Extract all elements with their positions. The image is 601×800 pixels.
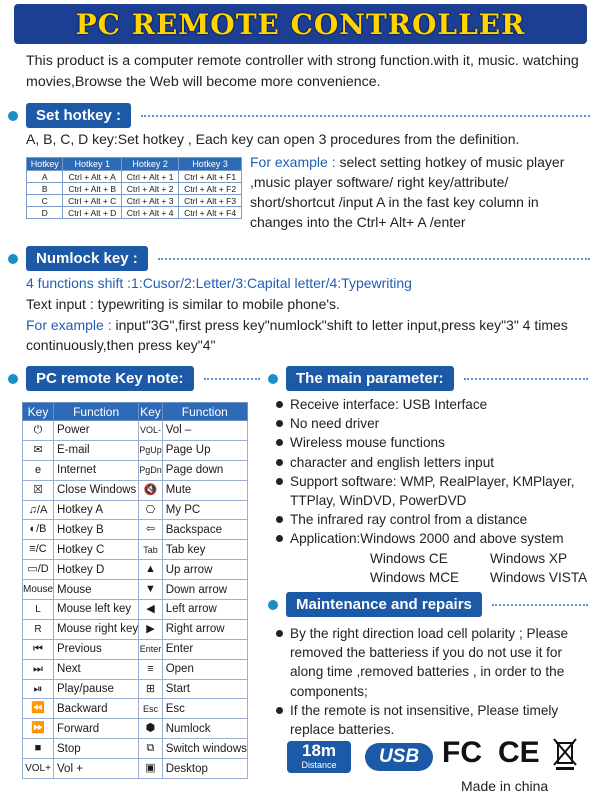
backward-icon [23,699,54,719]
function-label: Internet [54,460,139,480]
switch-windows-icon [139,739,163,759]
table-cell: Ctrl + Alt + D [63,207,122,219]
made-in-label: Made in china [461,778,549,794]
table-cell: Ctrl + Alt + 4 [122,207,179,219]
key-label: Enter [139,639,163,659]
divider [464,378,588,380]
numlock-icon [139,719,163,739]
email-icon [23,440,54,460]
numlock-header [8,246,590,271]
ce-mark: CE [498,736,540,769]
usb-text: USB [378,746,420,767]
system-item: Windows VISTA [490,569,588,585]
function-label: Down arrow [162,580,247,600]
section-bullet [8,374,18,384]
function-label: Mouse [54,580,139,600]
mute-icon [139,480,163,500]
table-row [23,440,248,460]
numlock-example [26,315,582,355]
key-label: Tab [139,540,163,560]
open-icon-glyph: ≡ [147,662,154,675]
function-label: Close Windows [54,480,139,500]
internet-icon [23,460,54,480]
function-label: Page down [162,460,247,480]
forward-icon-glyph: ⏩ [31,722,45,735]
example-text: select setting hotkey of music player ,music player software/ right key/attribute/ short/shortcut /input A in the fast key column in changes into the Ctrl+ Alt+ A /enter [250,154,565,230]
close-windows-icon-glyph: ☒ [33,483,43,496]
key-label: L [23,600,54,620]
param-list [274,395,594,549]
list-item: Receive interface: USB Interface [274,395,594,414]
list-item: Support software: WMP, RealPlayer, KMPlayer, TTPlay, WinDVD, PowerDVD [274,472,594,510]
table-row [23,560,248,580]
page-title: PC REMOTE CONTROLLER [75,7,526,41]
table-cell: A [27,171,63,183]
function-label: Backward [54,699,139,719]
function-label: Hotkey D [54,560,139,580]
left-arrow-icon [139,600,163,620]
hotkey-b-icon-glyph: ◐/B [29,523,47,536]
section-bullet [8,254,18,264]
table-row [27,195,242,207]
forward-icon [23,719,54,739]
function-label: E-mail [54,440,139,460]
table-row [23,580,248,600]
key-table-header: Function [162,403,247,421]
list-item: Application:Windows 2000 and above system [274,529,594,548]
table-cell: Ctrl + Alt + F4 [179,207,242,219]
hotkey-c-icon-glyph: ≡/C [29,543,47,556]
function-label: Hotkey A [54,500,139,520]
key-label: Mouse [23,580,54,600]
table-cell: Ctrl + Alt + 3 [122,195,179,207]
internet-icon-glyph: e [34,463,42,476]
power-icon-glyph: ⏻ [33,423,43,436]
desktop-icon [139,759,163,779]
previous-icon-glyph: ⏮ [33,642,43,655]
key-note-header [8,366,260,391]
backward-icon-glyph: ⏪ [31,702,45,715]
function-label: Numlock [162,719,247,739]
system-item: Windows MCE [370,569,460,585]
table-row [23,460,248,480]
divider [492,604,588,606]
set-hotkey-title: Set hotkey : [26,103,131,128]
next-icon-glyph: ⏭ [33,662,43,675]
backspace-icon-glyph: ⇦ [145,523,156,536]
weee-bin-icon [552,737,578,771]
divider [141,115,590,117]
divider [158,258,590,260]
table-row [23,500,248,520]
table-cell: Ctrl + Alt + F3 [179,195,242,207]
list-item: The infrared ray control from a distance [274,510,594,529]
key-label: PgUp [139,440,163,460]
hotkey-table-header: Hotkey 2 [122,158,179,171]
my-pc-icon-glyph: ⎔ [145,503,156,516]
start-icon [139,679,163,699]
key-label: R [23,619,54,639]
play-pause-icon-glyph: ⏯ [33,682,43,695]
table-row [23,639,248,659]
key-table-header: Function [54,403,139,421]
table-row [23,480,248,500]
key-label: PgDn [139,460,163,480]
intro-text: This product is a computer remote controller with strong function.with it, music. watching movies,Browse the Web will become more convenience. [26,53,579,90]
hotkey-a-icon-glyph: ♫/A [28,503,48,516]
example-text: input"3G",first press key"numlock"shift to letter input,press key"3" 4 times continuously,then press key"4" [26,317,568,353]
function-label: Forward [54,719,139,739]
function-label: Mouse left key [54,600,139,620]
key-label: Esc [139,699,163,719]
up-arrow-icon [139,560,163,580]
switch-windows-icon-glyph: ⧉ [146,742,155,755]
function-label: Open [162,659,247,679]
right-arrow-icon-glyph: ▶ [146,622,155,635]
list-item: By the right direction load cell polarity ; Please removed the batteriess if you do not use it for along time ,removed batteries , in order to the components; [274,624,592,701]
example-label: For example : [250,154,336,170]
next-icon [23,659,54,679]
table-cell: Ctrl + Alt + 2 [122,183,179,195]
section-bullet [8,111,18,121]
table-row [23,421,248,441]
function-label: Enter [162,639,247,659]
systems-row-2 [274,568,594,587]
hotkey-example [250,152,590,232]
function-label: Esc [162,699,247,719]
maintenance-title: Maintenance and repairs [286,592,482,617]
function-label: Page Up [162,440,247,460]
power-icon [23,421,54,441]
key-function-table [22,402,248,779]
stop-icon-glyph: ■ [34,742,42,755]
hotkey-table-header: Hotkey 3 [179,158,242,171]
function-label: Next [54,659,139,679]
table-row [23,600,248,620]
hotkey-table-header: Hotkey 1 [63,158,122,171]
set-hotkey-header [8,103,590,128]
down-arrow-icon-glyph: ▼ [145,583,156,596]
hotkey-b-icon [23,520,54,540]
play-pause-icon [23,679,54,699]
main-param-block [274,395,594,587]
function-label: Hotkey B [54,520,139,540]
hotkey-a-icon [23,500,54,520]
hotkey-d-icon [23,560,54,580]
function-label: Play/pause [54,679,139,699]
table-cell: D [27,207,63,219]
table-cell: Ctrl + Alt + A [63,171,122,183]
numlock-functions: 4 functions shift :1:Cusor/2:Letter/3:Capital letter/4:Typewriting [26,275,412,291]
table-row [23,739,248,759]
systems-row-1 [274,549,594,568]
numlock-title: Numlock key : [26,246,148,271]
table-cell: Ctrl + Alt + F1 [179,171,242,183]
left-arrow-icon-glyph: ◀ [146,602,155,615]
system-item: Windows CE [370,550,448,566]
function-label: Mute [162,480,247,500]
section-bullet [268,600,278,610]
table-cell: Ctrl + Alt + C [63,195,122,207]
function-label: Vol + [54,759,139,779]
table-row [23,619,248,639]
function-label: Vol – [162,421,247,441]
table-cell: Ctrl + Alt + F2 [179,183,242,195]
function-label: Tab key [162,540,247,560]
backspace-icon [139,520,163,540]
function-label: Switch windows [162,739,247,759]
title-banner [14,4,587,44]
previous-icon [23,639,54,659]
table-cell: Ctrl + Alt + B [63,183,122,195]
mute-icon-glyph: 🔇 [143,483,158,496]
distance-value: 18m [301,741,337,760]
function-label: Up arrow [162,560,247,580]
table-cell: B [27,183,63,195]
hotkey-c-icon [23,540,54,560]
my-pc-icon [139,500,163,520]
right-arrow-icon [139,619,163,639]
hotkey-table-header: Hotkey [27,158,63,171]
function-label: Backspace [162,520,247,540]
distance-label: Distance [301,760,337,770]
maintenance-list [274,624,592,739]
down-arrow-icon [139,580,163,600]
table-row [23,679,248,699]
table-row [27,183,242,195]
list-item: character and english letters input [274,453,594,472]
table-row [27,207,242,219]
table-row [23,540,248,560]
function-label: Start [162,679,247,699]
example-label: For example : [26,317,112,333]
usb-logo [365,743,433,771]
table-cell: C [27,195,63,207]
fc-mark: FC [442,736,482,769]
key-label: VOL- [139,421,163,441]
list-item: Wireless mouse functions [274,433,594,452]
table-row [23,659,248,679]
function-label: Hotkey C [54,540,139,560]
table-row [23,759,248,779]
start-icon-glyph: ⊞ [145,682,156,695]
close-windows-icon [23,480,54,500]
table-row [23,719,248,739]
function-label: Stop [54,739,139,759]
set-hotkey-desc: A, B, C, D key:Set hotkey , Each key can open 3 procedures from the definition. [26,131,520,147]
key-label: VOL+ [23,759,54,779]
function-label: Mouse right key [54,619,139,639]
function-label: Desktop [162,759,247,779]
table-row [23,699,248,719]
numlock-icon-glyph: ⬢ [145,722,156,735]
divider [204,378,260,380]
function-label: Previous [54,639,139,659]
distance-badge [287,741,351,773]
function-label: Left arrow [162,600,247,620]
main-param-header [268,366,588,391]
email-icon-glyph: ✉ [33,443,43,456]
numlock-text-input: Text input : typewriting is similar to mobile phone's. [26,296,340,312]
key-table-header: Key [23,403,54,421]
system-item: Windows XP [490,550,568,566]
list-item: No need driver [274,414,594,433]
key-note-title: PC remote Key note: [26,366,194,391]
function-label: My PC [162,500,247,520]
stop-icon [23,739,54,759]
table-row [27,171,242,183]
main-param-title: The main parameter: [286,366,454,391]
table-row [23,520,248,540]
desktop-icon-glyph: ▣ [145,762,156,775]
hotkey-d-icon-glyph: ▭/D [27,563,49,576]
function-label: Power [54,421,139,441]
table-cell: Ctrl + Alt + 1 [122,171,179,183]
maintenance-header [268,592,588,617]
up-arrow-icon-glyph: ▲ [145,563,156,576]
section-bullet [268,374,278,384]
function-label: Right arrow [162,619,247,639]
hotkey-table [26,157,242,219]
key-table-header: Key [140,404,161,419]
list-item: If the remote is not insensitive, Please timely replace batteries. [274,701,592,739]
open-icon [139,659,163,679]
